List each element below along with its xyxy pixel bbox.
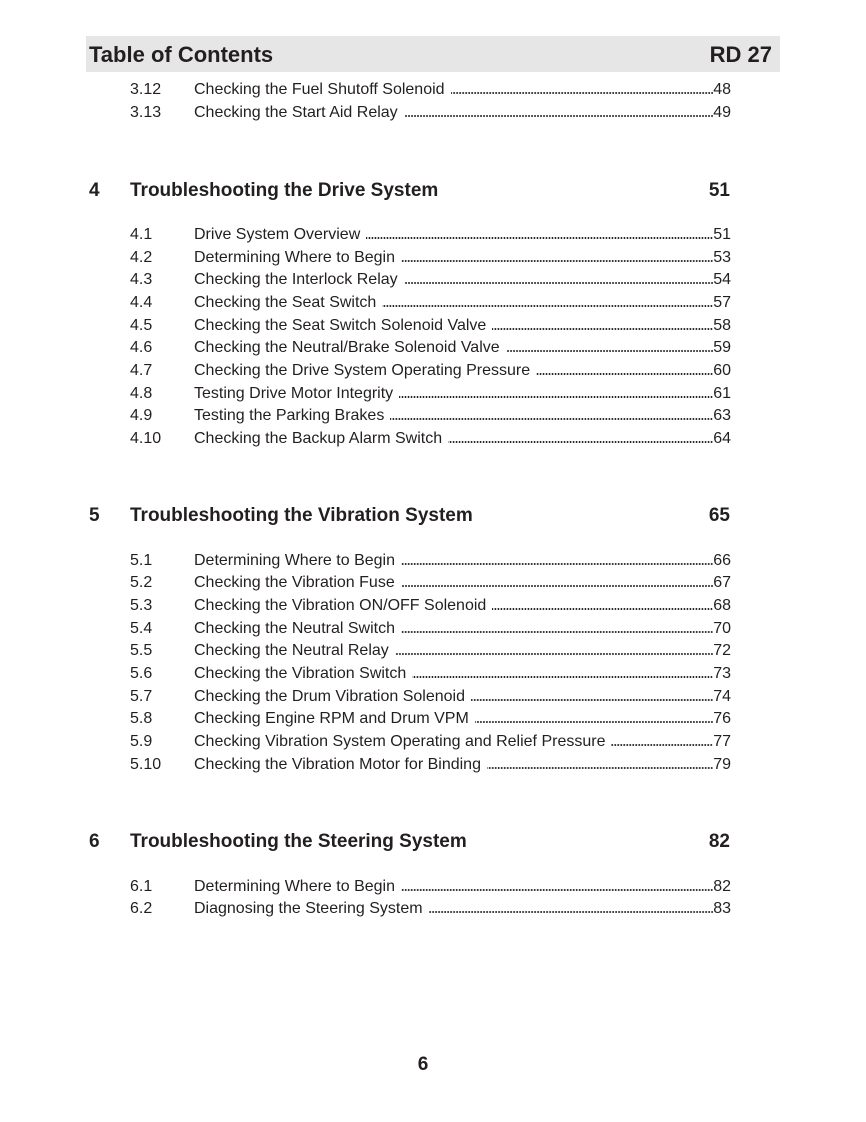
section-page: 82 [708, 831, 730, 852]
dot-leader [401, 585, 713, 587]
toc-section-heading[interactable] [89, 178, 732, 204]
toc-entry-page: 58 [713, 317, 731, 334]
dot-leader [390, 418, 713, 420]
toc-entry-number: 4.8 [130, 385, 153, 402]
toc-section-heading[interactable] [89, 503, 732, 529]
toc-entry-page: 74 [713, 688, 731, 705]
toc-entry-label: Determining Where to Begin [194, 878, 395, 895]
toc-entry-number: 4.6 [130, 339, 153, 356]
toc-entry-label: Drive System Overview [194, 226, 361, 243]
dot-leader [475, 721, 713, 723]
toc-entry-number: 5.2 [130, 574, 153, 591]
toc-entry[interactable] [130, 292, 731, 314]
toc-entry-page: 66 [713, 552, 731, 569]
toc-entry-page: 61 [713, 385, 731, 402]
toc-entry-number: 4.7 [130, 362, 153, 379]
dot-leader [395, 653, 713, 655]
toc-section-heading[interactable] [89, 829, 732, 855]
dot-leader [382, 305, 713, 307]
toc-entry-page: 83 [713, 900, 731, 917]
toc-entry-page: 68 [713, 597, 731, 614]
dot-leader [401, 563, 713, 565]
dot-leader [401, 260, 713, 262]
toc-entry-page: 48 [713, 81, 731, 98]
dot-leader [401, 889, 713, 891]
toc-entry-label: Checking the Drum Vibration Solenoid [194, 688, 465, 705]
toc-entry[interactable] [130, 731, 731, 753]
toc-entry-number: 4.2 [130, 249, 153, 266]
toc-entry-label: Checking Engine RPM and Drum VPM [194, 710, 469, 727]
toc-entry-label: Checking the Neutral Switch [194, 620, 395, 637]
toc-entry-number: 5.5 [130, 642, 153, 659]
toc-entry-number: 5.1 [130, 552, 153, 569]
toc-entry-page: 82 [713, 878, 731, 895]
toc-entry-page: 64 [713, 430, 731, 447]
toc-entry-label: Checking the Vibration ON/OFF Solenoid [194, 597, 487, 614]
section-title: Troubleshooting the Drive System [130, 180, 439, 201]
header-model: RD 27 [709, 42, 772, 67]
toc-entry-page: 67 [713, 574, 731, 591]
dot-leader [429, 911, 714, 913]
toc-entry-label: Checking the Vibration Fuse [194, 574, 395, 591]
toc-entry-page: 60 [713, 362, 731, 379]
toc-entry[interactable] [130, 640, 731, 662]
toc-entry[interactable] [130, 102, 731, 124]
dot-leader [401, 631, 713, 633]
dot-leader [487, 767, 713, 769]
dot-leader [404, 115, 714, 117]
toc-entry-page: 79 [713, 756, 731, 773]
toc-entry[interactable] [130, 405, 731, 427]
section-number: 6 [89, 831, 100, 852]
dot-leader [404, 282, 714, 284]
toc-entry[interactable] [130, 383, 731, 405]
toc-entry-number: 6.2 [130, 900, 153, 917]
toc-entry-number: 5.10 [130, 756, 162, 773]
toc-entry-label: Testing the Parking Brakes [194, 407, 385, 424]
toc-entry-label: Diagnosing the Steering System [194, 900, 423, 917]
toc-entry[interactable] [130, 754, 731, 776]
header-title: Table of Contents [89, 42, 274, 67]
section-title: Troubleshooting the Steering System [130, 831, 467, 852]
toc-entry[interactable] [130, 663, 731, 685]
dot-leader [399, 396, 713, 398]
toc-entry[interactable] [130, 876, 731, 898]
toc-entry[interactable] [130, 708, 731, 730]
toc-entry-number: 4.10 [130, 430, 162, 447]
dot-leader [492, 608, 713, 610]
page-number: 6 [417, 1054, 429, 1075]
toc-entry-number: 3.13 [130, 104, 162, 121]
toc-entry-page: 72 [713, 642, 731, 659]
toc-entry-label: Determining Where to Begin [194, 552, 395, 569]
section-page: 51 [708, 180, 730, 201]
toc-entry-number: 4.1 [130, 226, 153, 243]
toc-entry-label: Checking the Neutral Relay [194, 642, 389, 659]
toc-entry-number: 5.8 [130, 710, 153, 727]
toc-entry[interactable] [130, 550, 731, 572]
toc-entry-number: 5.6 [130, 665, 153, 682]
toc-entry-label: Determining Where to Begin [194, 249, 395, 266]
toc-entry-label: Checking the Interlock Relay [194, 271, 398, 288]
toc-entry-label: Checking the Seat Switch Solenoid Valve [194, 317, 487, 334]
toc-entry-page: 59 [713, 339, 731, 356]
toc-entry-label: Checking Vibration System Operating and Relief Pressure [194, 733, 606, 750]
toc-entry-label: Checking the Fuel Shutoff Solenoid [194, 81, 445, 98]
toc-entry-number: 6.1 [130, 878, 153, 895]
toc-entry-page: 54 [713, 271, 731, 288]
toc-entry[interactable] [130, 247, 731, 269]
toc-entry-number: 5.3 [130, 597, 153, 614]
toc-entry-label: Testing Drive Motor Integrity [194, 385, 394, 402]
toc-entry-number: 4.5 [130, 317, 153, 334]
toc-entry-label: Checking the Backup Alarm Switch [194, 430, 443, 447]
section-number: 5 [89, 505, 100, 526]
toc-entry-label: Checking the Vibration Motor for Binding [194, 756, 481, 773]
toc-entry[interactable] [130, 686, 731, 708]
toc-entry-label: Checking the Seat Switch [194, 294, 377, 311]
toc-entry-number: 4.9 [130, 407, 153, 424]
dot-leader [366, 237, 713, 239]
toc-entry-number: 3.12 [130, 81, 162, 98]
toc-entry-page: 77 [713, 733, 731, 750]
toc-entry-label: Checking the Neutral/Brake Solenoid Valve [194, 339, 500, 356]
dot-leader [536, 373, 713, 375]
toc-entry[interactable] [130, 898, 731, 920]
toc-entry[interactable] [130, 269, 731, 291]
toc-entry[interactable] [130, 572, 731, 594]
dot-leader [471, 699, 713, 701]
dot-leader [448, 441, 713, 443]
toc-entry-label: Checking the Start Aid Relay [194, 104, 398, 121]
section-title: Troubleshooting the Vibration System [130, 505, 473, 526]
toc-entry-page: 70 [713, 620, 731, 637]
toc-entry[interactable] [130, 337, 731, 359]
toc-entry[interactable] [130, 224, 731, 246]
toc-entry-number: 4.4 [130, 294, 153, 311]
toc-entry[interactable] [130, 618, 731, 640]
dot-leader [451, 92, 714, 94]
toc-entry-number: 5.4 [130, 620, 153, 637]
dot-leader [611, 744, 713, 746]
toc-entry-page: 73 [713, 665, 731, 682]
toc-entry-page: 63 [713, 407, 731, 424]
toc-entry-page: 49 [713, 104, 731, 121]
toc-entry[interactable] [130, 595, 731, 617]
page-header [86, 36, 780, 72]
toc-entry-page: 57 [713, 294, 731, 311]
dot-leader [492, 328, 713, 330]
toc-entry-page: 76 [713, 710, 731, 727]
section-number: 4 [89, 180, 100, 201]
toc-entry-label: Checking the Vibration Switch [194, 665, 407, 682]
toc-entry-number: 5.7 [130, 688, 153, 705]
dot-leader [506, 350, 714, 352]
toc-entry[interactable] [130, 315, 731, 337]
dot-leader [412, 676, 713, 678]
toc-entry-label: Checking the Drive System Operating Pressure [194, 362, 531, 379]
toc-entry[interactable] [130, 79, 731, 101]
toc-entry-number: 4.3 [130, 271, 153, 288]
toc-entry-page: 51 [713, 226, 731, 243]
toc-entry-number: 5.9 [130, 733, 153, 750]
toc-entry-page: 53 [713, 249, 731, 266]
toc-entry[interactable] [130, 360, 731, 382]
toc-entry[interactable] [130, 428, 731, 450]
section-page: 65 [708, 505, 730, 526]
